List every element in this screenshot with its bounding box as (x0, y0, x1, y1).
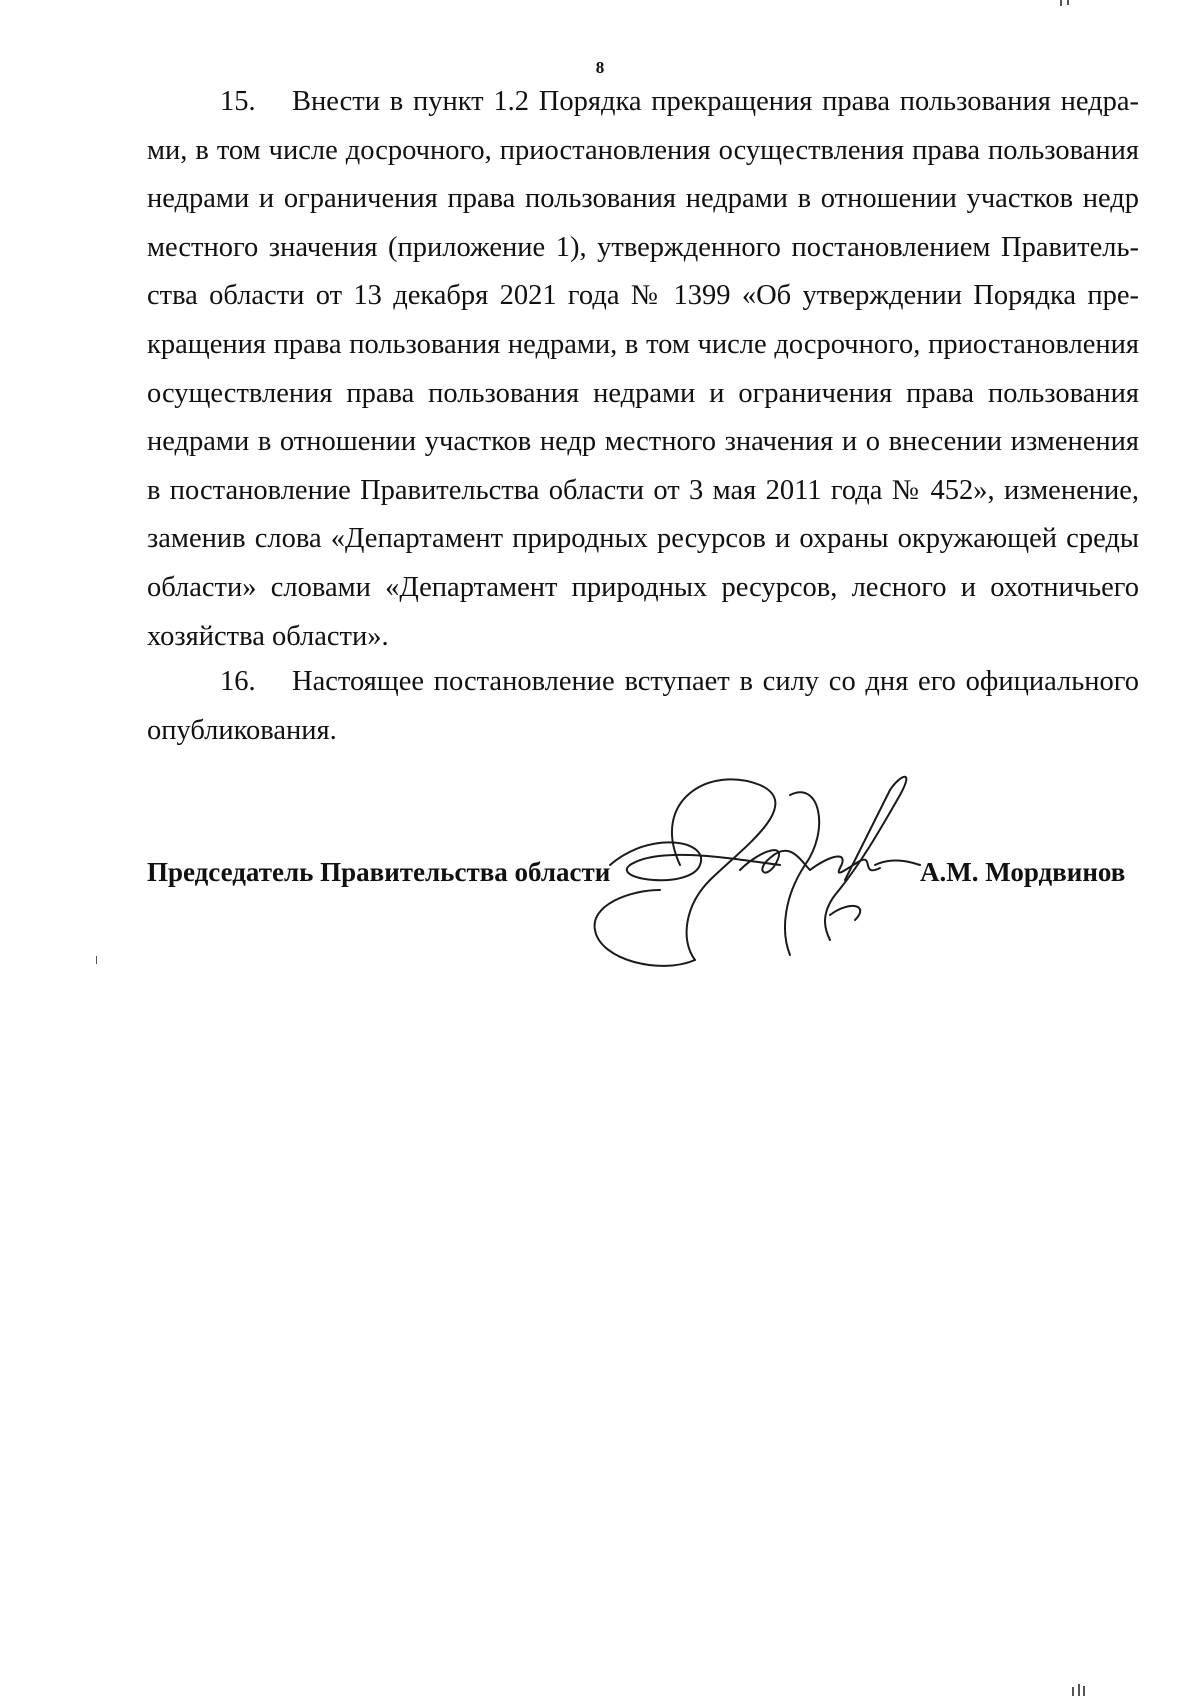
paragraph-line: осуществления права пользования недрами и ограничения права пользования (147, 377, 1139, 409)
scan-artifact-mark (1083, 1686, 1085, 1696)
paragraph-line: опубликования. (147, 714, 337, 746)
paragraph-line: области» словами «Департамент природных ресурсов, лесного и охотничьего (147, 571, 1139, 603)
paragraph-line: недрами и ограничения права пользования недрами в отношении участков недр (147, 183, 1139, 215)
page-number: 8 (595, 58, 605, 77)
scan-artifact-mark (1060, 0, 1062, 6)
paragraph-15 (147, 78, 1139, 661)
scan-artifact-mark (96, 956, 97, 964)
paragraph-number: 15. (220, 86, 256, 117)
paragraph-line: Настоящее постановление вступает в силу со дня его официального (292, 666, 1139, 697)
handwritten-signature-icon (590, 770, 970, 990)
paragraph-line: кращения права пользования недрами, в том числе досрочного, приостановления (147, 328, 1139, 360)
paragraph-line: заменив слова «Департамент природных ресурсов и охраны окружающей среды (147, 523, 1139, 555)
paragraph-line: ми, в том числе досрочного, приостановления осуществления права пользования (147, 134, 1139, 166)
scan-artifact-mark (1078, 1684, 1080, 1696)
signatory-name: А.М. Мордвинов (920, 857, 1126, 887)
paragraph-line: Внести в пункт 1.2 Порядка прекращения права пользования недра- (292, 86, 1139, 117)
paragraph-line: в постановление Правительства области от 3 мая 2011 года № 452», изменение, (147, 474, 1139, 506)
paragraph-line: недрами в отношении участков недр местного значения и о внесении изменения (147, 426, 1139, 458)
paragraph-number: 16. (220, 666, 256, 697)
scan-artifact-mark (1072, 1687, 1074, 1696)
signatory-title: Председатель Правительства области (147, 857, 611, 887)
paragraph-16 (147, 658, 1139, 755)
paragraph-line: ства области от 13 декабря 2021 года № 1399 «Об утверждении Порядка пре- (147, 280, 1139, 312)
scan-artifact-mark (1067, 0, 1069, 5)
paragraph-line: хозяйства области». (147, 620, 389, 652)
paragraph-line: местного значения (приложение 1), утвержденного постановлением Правитель- (147, 231, 1139, 263)
